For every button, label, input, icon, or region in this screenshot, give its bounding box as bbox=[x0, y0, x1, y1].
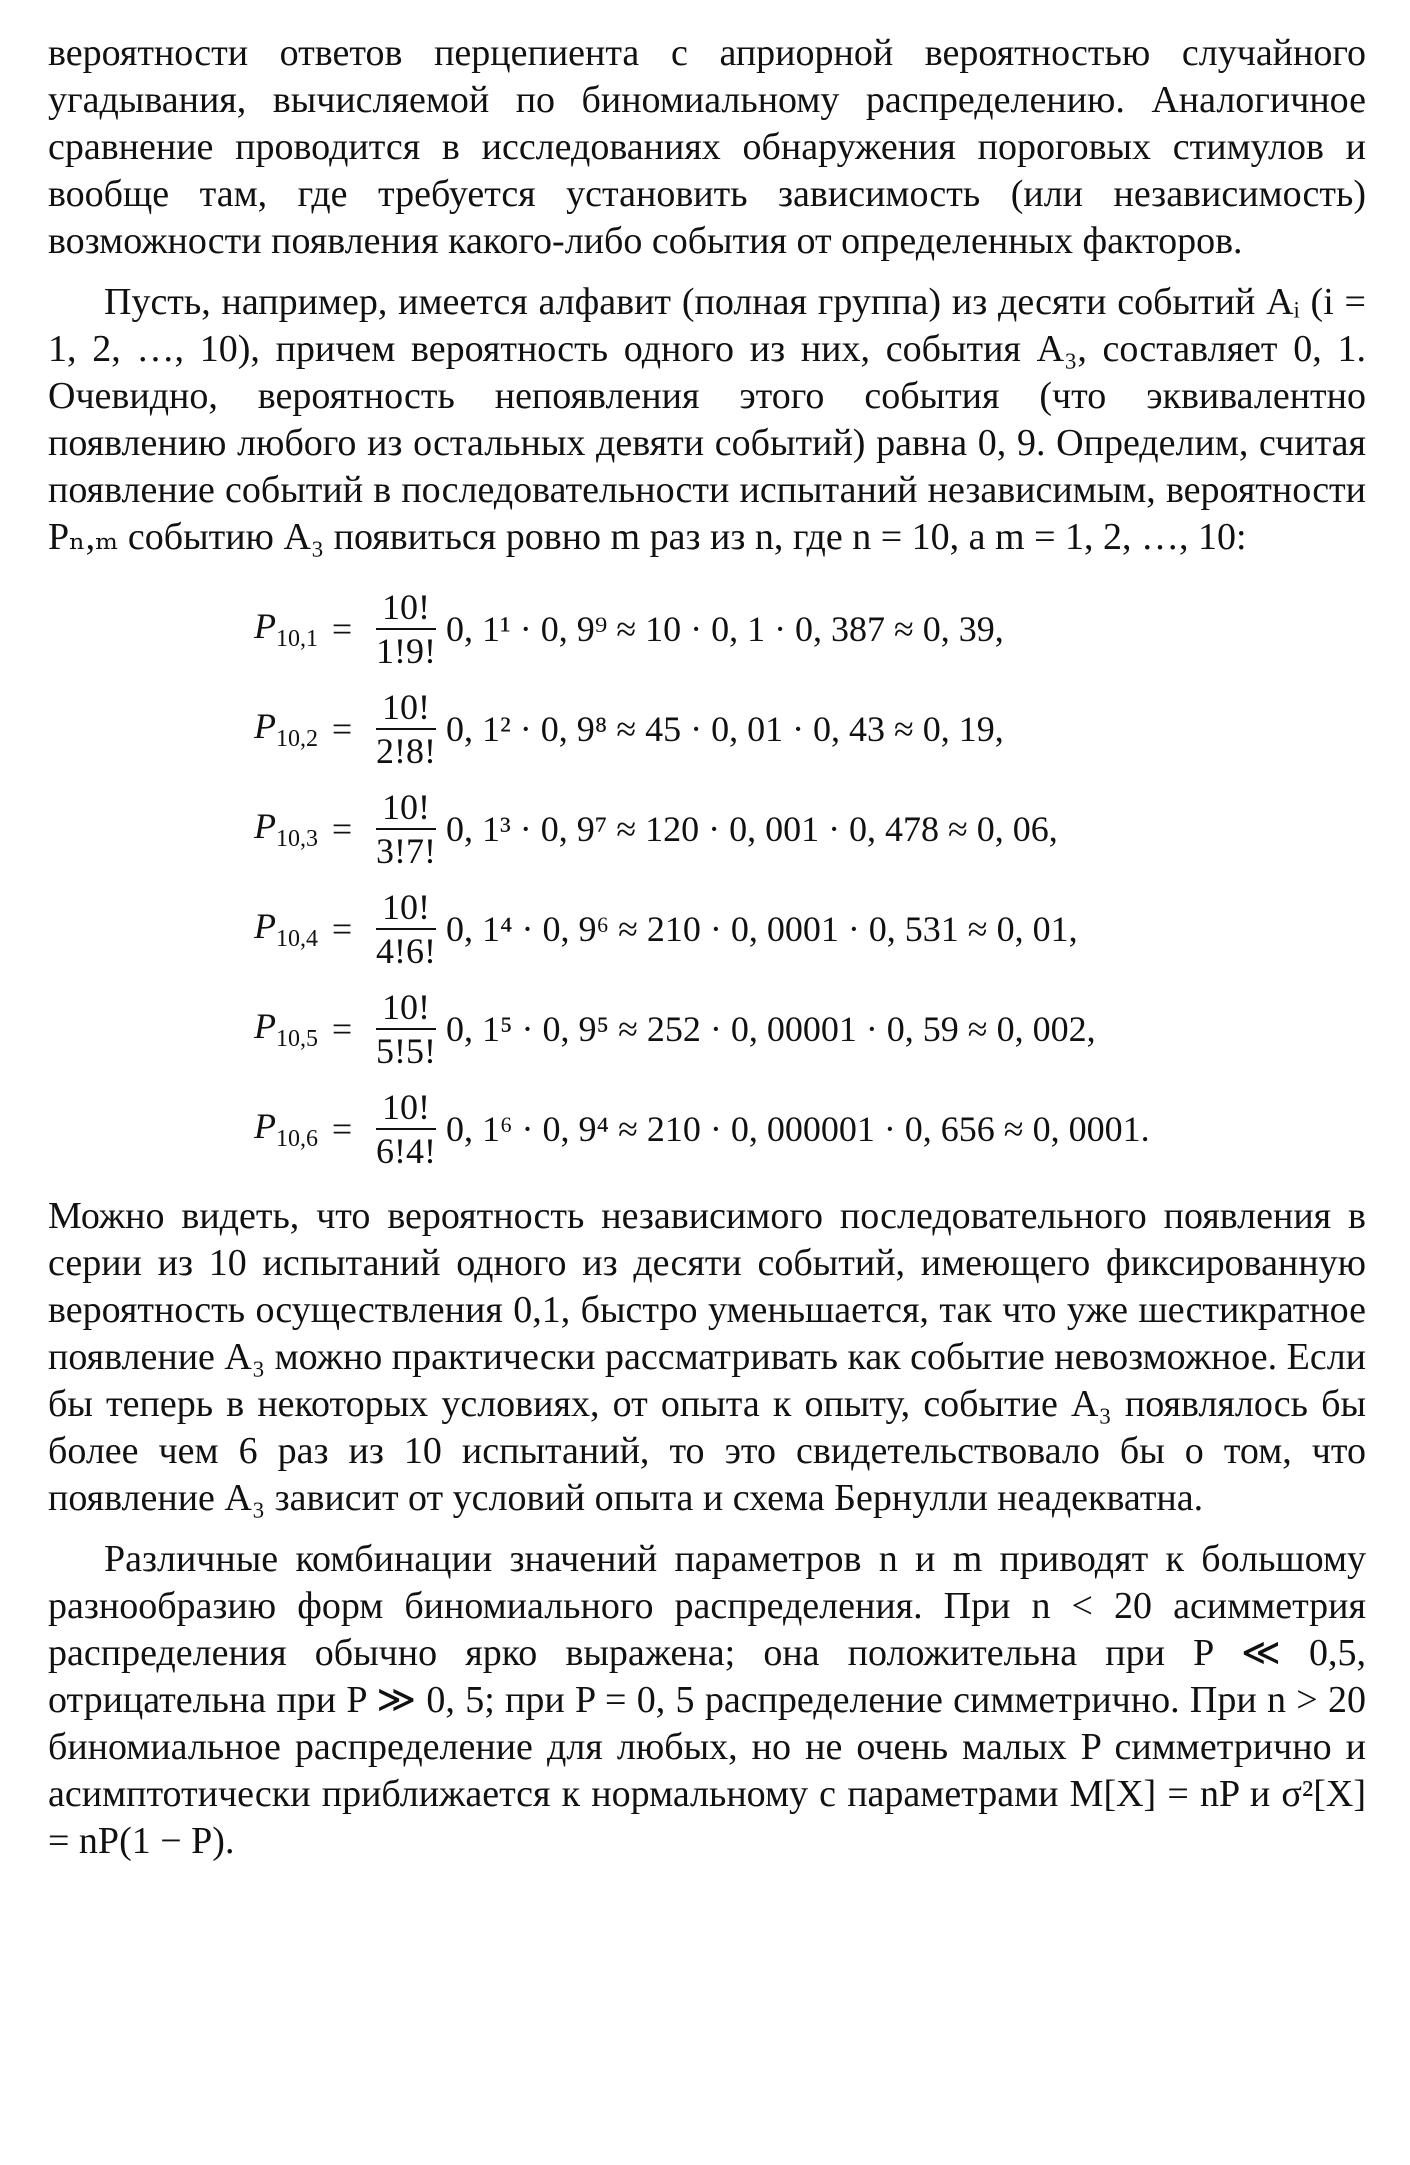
formula-row bbox=[198, 879, 1366, 979]
equals-sign: = bbox=[331, 909, 353, 949]
paragraph-3: Можно видеть, что вероятность независимого последовательного появления в серии из 10 испытаний одного из десяти событий, имеющего фиксированную вероятность осуществления 0,1, быстро уменьшается, так что уже шестикратное появление A₃ можно практически рассматривать как событие невозможное. Если бы теперь в некоторых условиях, от опыта к опыту, событие A₃ появлялось бы более чем 6 раз из 10 испытаний, то это свидетельствовало бы о том, что появление A₃ зависит от условий опыта и схема Бернулли неадекватна. bbox=[48, 1195, 1366, 1519]
fraction: $\frac{10!}{3!7!}$ bbox=[376, 787, 436, 871]
paragraph-4: Различные комбинации значений параметров n и m приводят к большому разнообразию форм биномиального распределения. При n < 20 асимметрия распределения обычно ярко выражена; она положительна при P ≪ 0,5, отрицательна при P ≫ 0, 5; при P = 0, 5 распределение симметрично. При n > 20 биномиальное распределение для любых, но не очень малых P симметрично и асимптотически приближается к нормальному с параметрами M[X] = nP и σ²[X] = nP(1 − P). bbox=[48, 1538, 1366, 1862]
formula-row bbox=[198, 979, 1366, 1079]
formula-row bbox=[198, 679, 1366, 779]
fraction: $\frac{10!}{6!4!}$ bbox=[376, 1087, 436, 1171]
formula-lhs: $P_{10,1}$ bbox=[254, 605, 318, 653]
formula-lhs: $P_{10,2}$ bbox=[254, 705, 318, 753]
formula-row bbox=[198, 579, 1366, 679]
equals-sign: = bbox=[331, 1109, 353, 1149]
formula-rhs: 0, 1⁴ · 0, 9⁶ ≈ 210 · 0, 0001 · 0, 531 ≈ 0, 01, bbox=[445, 909, 1078, 949]
equals-sign: = bbox=[331, 609, 353, 649]
formula-row bbox=[198, 1079, 1366, 1179]
formula-rhs: 0, 1⁵ · 0, 9⁵ ≈ 252 · 0, 00001 · 0, 59 ≈ 0, 002, bbox=[445, 1009, 1096, 1049]
fraction: $\frac{10!}{5!5!}$ bbox=[376, 987, 436, 1071]
paragraph-2: Пусть, например, имеется алфавит (полная группа) из десяти событий Aᵢ (i = 1, 2, …, 10), причем вероятность одного из них, события A₃, составляет 0, 1. Очевидно, вероятность непоявления этого события (что эквивалентно появлению любого из остальных девяти событий) равна 0, 9. Определим, считая появление событий в последовательности испытаний независимым, вероятности Pₙ,ₘ событию A₃ появиться ровно m раз из n, где n = 10, а m = 1, 2, …, 10: bbox=[48, 281, 1366, 558]
formula-lhs: $P_{10,4}$ bbox=[254, 905, 318, 953]
paragraph-1: вероятности ответов перцепиента с априорной вероятностью случайного угадывания, вычисляемой по биномиальному распределению. Аналогичное сравнение проводится в исследованиях обнаружения пороговых стимулов и вообще там, где требуется установить зависимость (или независимость) возможности появления какого-либо события от определенных факторов. bbox=[48, 32, 1366, 262]
fraction: $\frac{10!}{1!9!}$ bbox=[376, 587, 436, 671]
formula-lhs: $P_{10,6}$ bbox=[254, 1105, 318, 1153]
equals-sign: = bbox=[331, 709, 353, 749]
formula-rhs: 0, 1² · 0, 9⁸ ≈ 45 · 0, 01 · 0, 43 ≈ 0, 19, bbox=[445, 709, 1004, 749]
formula-rhs: 0, 1¹ · 0, 9⁹ ≈ 10 · 0, 1 · 0, 387 ≈ 0, 39, bbox=[445, 609, 1004, 649]
formula-row bbox=[198, 779, 1366, 879]
fraction: $\frac{10!}{4!6!}$ bbox=[376, 887, 436, 971]
equals-sign: = bbox=[331, 1009, 353, 1049]
fraction: $\frac{10!}{2!8!}$ bbox=[376, 687, 436, 771]
formula-block bbox=[198, 579, 1366, 1179]
formula-rhs: 0, 1⁶ · 0, 9⁴ ≈ 210 · 0, 000001 · 0, 656 ≈ 0, 0001. bbox=[445, 1109, 1150, 1149]
equals-sign: = bbox=[331, 809, 353, 849]
formula-lhs: $P_{10,5}$ bbox=[254, 1005, 318, 1053]
formula-lhs: $P_{10,3}$ bbox=[254, 805, 318, 853]
formula-rhs: 0, 1³ · 0, 9⁷ ≈ 120 · 0, 001 · 0, 478 ≈ 0, 06, bbox=[445, 809, 1058, 849]
